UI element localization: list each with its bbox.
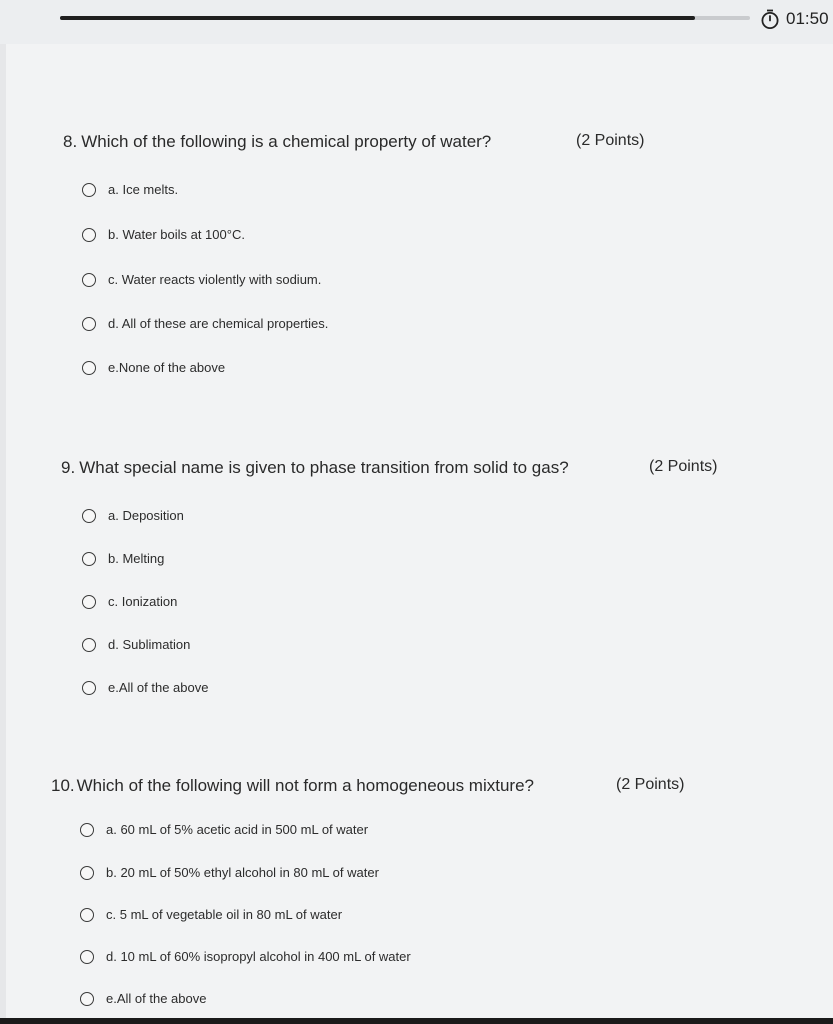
question-points: (2 Points) <box>576 132 645 149</box>
option-9d[interactable] <box>82 637 190 652</box>
radio-button[interactable] <box>82 595 96 609</box>
progress-bar <box>60 16 750 20</box>
radio-button[interactable] <box>82 509 96 523</box>
question-text: What special name is given to phase transition from solid to gas? <box>79 458 569 477</box>
option-label: b. Melting <box>108 551 165 566</box>
option-8b[interactable] <box>82 227 245 242</box>
question-number: 10. <box>51 776 75 795</box>
option-label: d. 10 mL of 60% isopropyl alcohol in 400 mL of water <box>106 949 411 964</box>
question-points: (2 Points) <box>649 458 718 475</box>
option-8d[interactable] <box>82 316 328 331</box>
radio-button[interactable] <box>82 681 96 695</box>
radio-button[interactable] <box>82 317 96 331</box>
option-label: c. Ionization <box>108 594 178 609</box>
question-number: 9. <box>61 458 76 477</box>
radio-button[interactable] <box>82 552 96 566</box>
quiz-header <box>0 0 833 44</box>
option-10d[interactable] <box>80 949 411 964</box>
option-label: e.None of the above <box>108 360 226 375</box>
option-label: d. All of these are chemical properties. <box>108 316 329 331</box>
option-9a[interactable] <box>82 508 184 523</box>
option-8a[interactable] <box>82 182 178 197</box>
question-8 <box>6 132 833 152</box>
option-label: c. 5 mL of vegetable oil in 80 mL of water <box>106 907 343 922</box>
radio-button[interactable] <box>80 823 94 837</box>
option-10c[interactable] <box>80 907 342 922</box>
option-label: e.All of the above <box>106 991 207 1006</box>
radio-button[interactable] <box>80 950 94 964</box>
radio-button[interactable] <box>82 361 96 375</box>
radio-button[interactable] <box>80 992 94 1006</box>
radio-button[interactable] <box>80 908 94 922</box>
question-text: Which of the following is a chemical property of water? <box>81 132 492 151</box>
option-label: a. Deposition <box>108 508 184 523</box>
radio-button[interactable] <box>82 273 96 287</box>
question-10 <box>6 776 833 796</box>
question-number: 8. <box>63 132 78 151</box>
question-9 <box>6 458 833 478</box>
option-10e[interactable] <box>80 991 206 1006</box>
question-points: (2 Points) <box>616 776 685 793</box>
timer-value: 01:50 <box>786 9 829 28</box>
option-9b[interactable] <box>82 551 164 566</box>
option-label: d. Sublimation <box>108 637 191 652</box>
option-8c[interactable] <box>82 272 321 287</box>
option-label: e.All of the above <box>108 680 209 695</box>
timer <box>760 8 829 30</box>
option-label: a. 60 mL of 5% acetic acid in 500 mL of water <box>106 822 369 837</box>
progress-bar-fill <box>60 16 695 20</box>
option-9c[interactable] <box>82 594 177 609</box>
option-label: b. 20 mL of 50% ethyl alcohol in 80 mL of water <box>106 865 379 880</box>
radio-button[interactable] <box>82 638 96 652</box>
radio-button[interactable] <box>82 228 96 242</box>
option-10b[interactable] <box>80 865 379 880</box>
question-text: Which of the following will not form a homogeneous mixture? <box>76 776 534 795</box>
option-label: a. Ice melts. <box>108 182 179 197</box>
radio-button[interactable] <box>80 866 94 880</box>
screen-bottom-edge <box>0 1018 833 1024</box>
stopwatch-icon <box>760 8 780 30</box>
option-label: b. Water boils at 100°C. <box>108 227 245 242</box>
option-label: c. Water reacts violently with sodium. <box>108 272 322 287</box>
quiz-content <box>6 44 833 1024</box>
option-9e[interactable] <box>82 680 208 695</box>
option-8e[interactable] <box>82 360 225 375</box>
radio-button[interactable] <box>82 183 96 197</box>
option-10a[interactable] <box>80 822 368 837</box>
